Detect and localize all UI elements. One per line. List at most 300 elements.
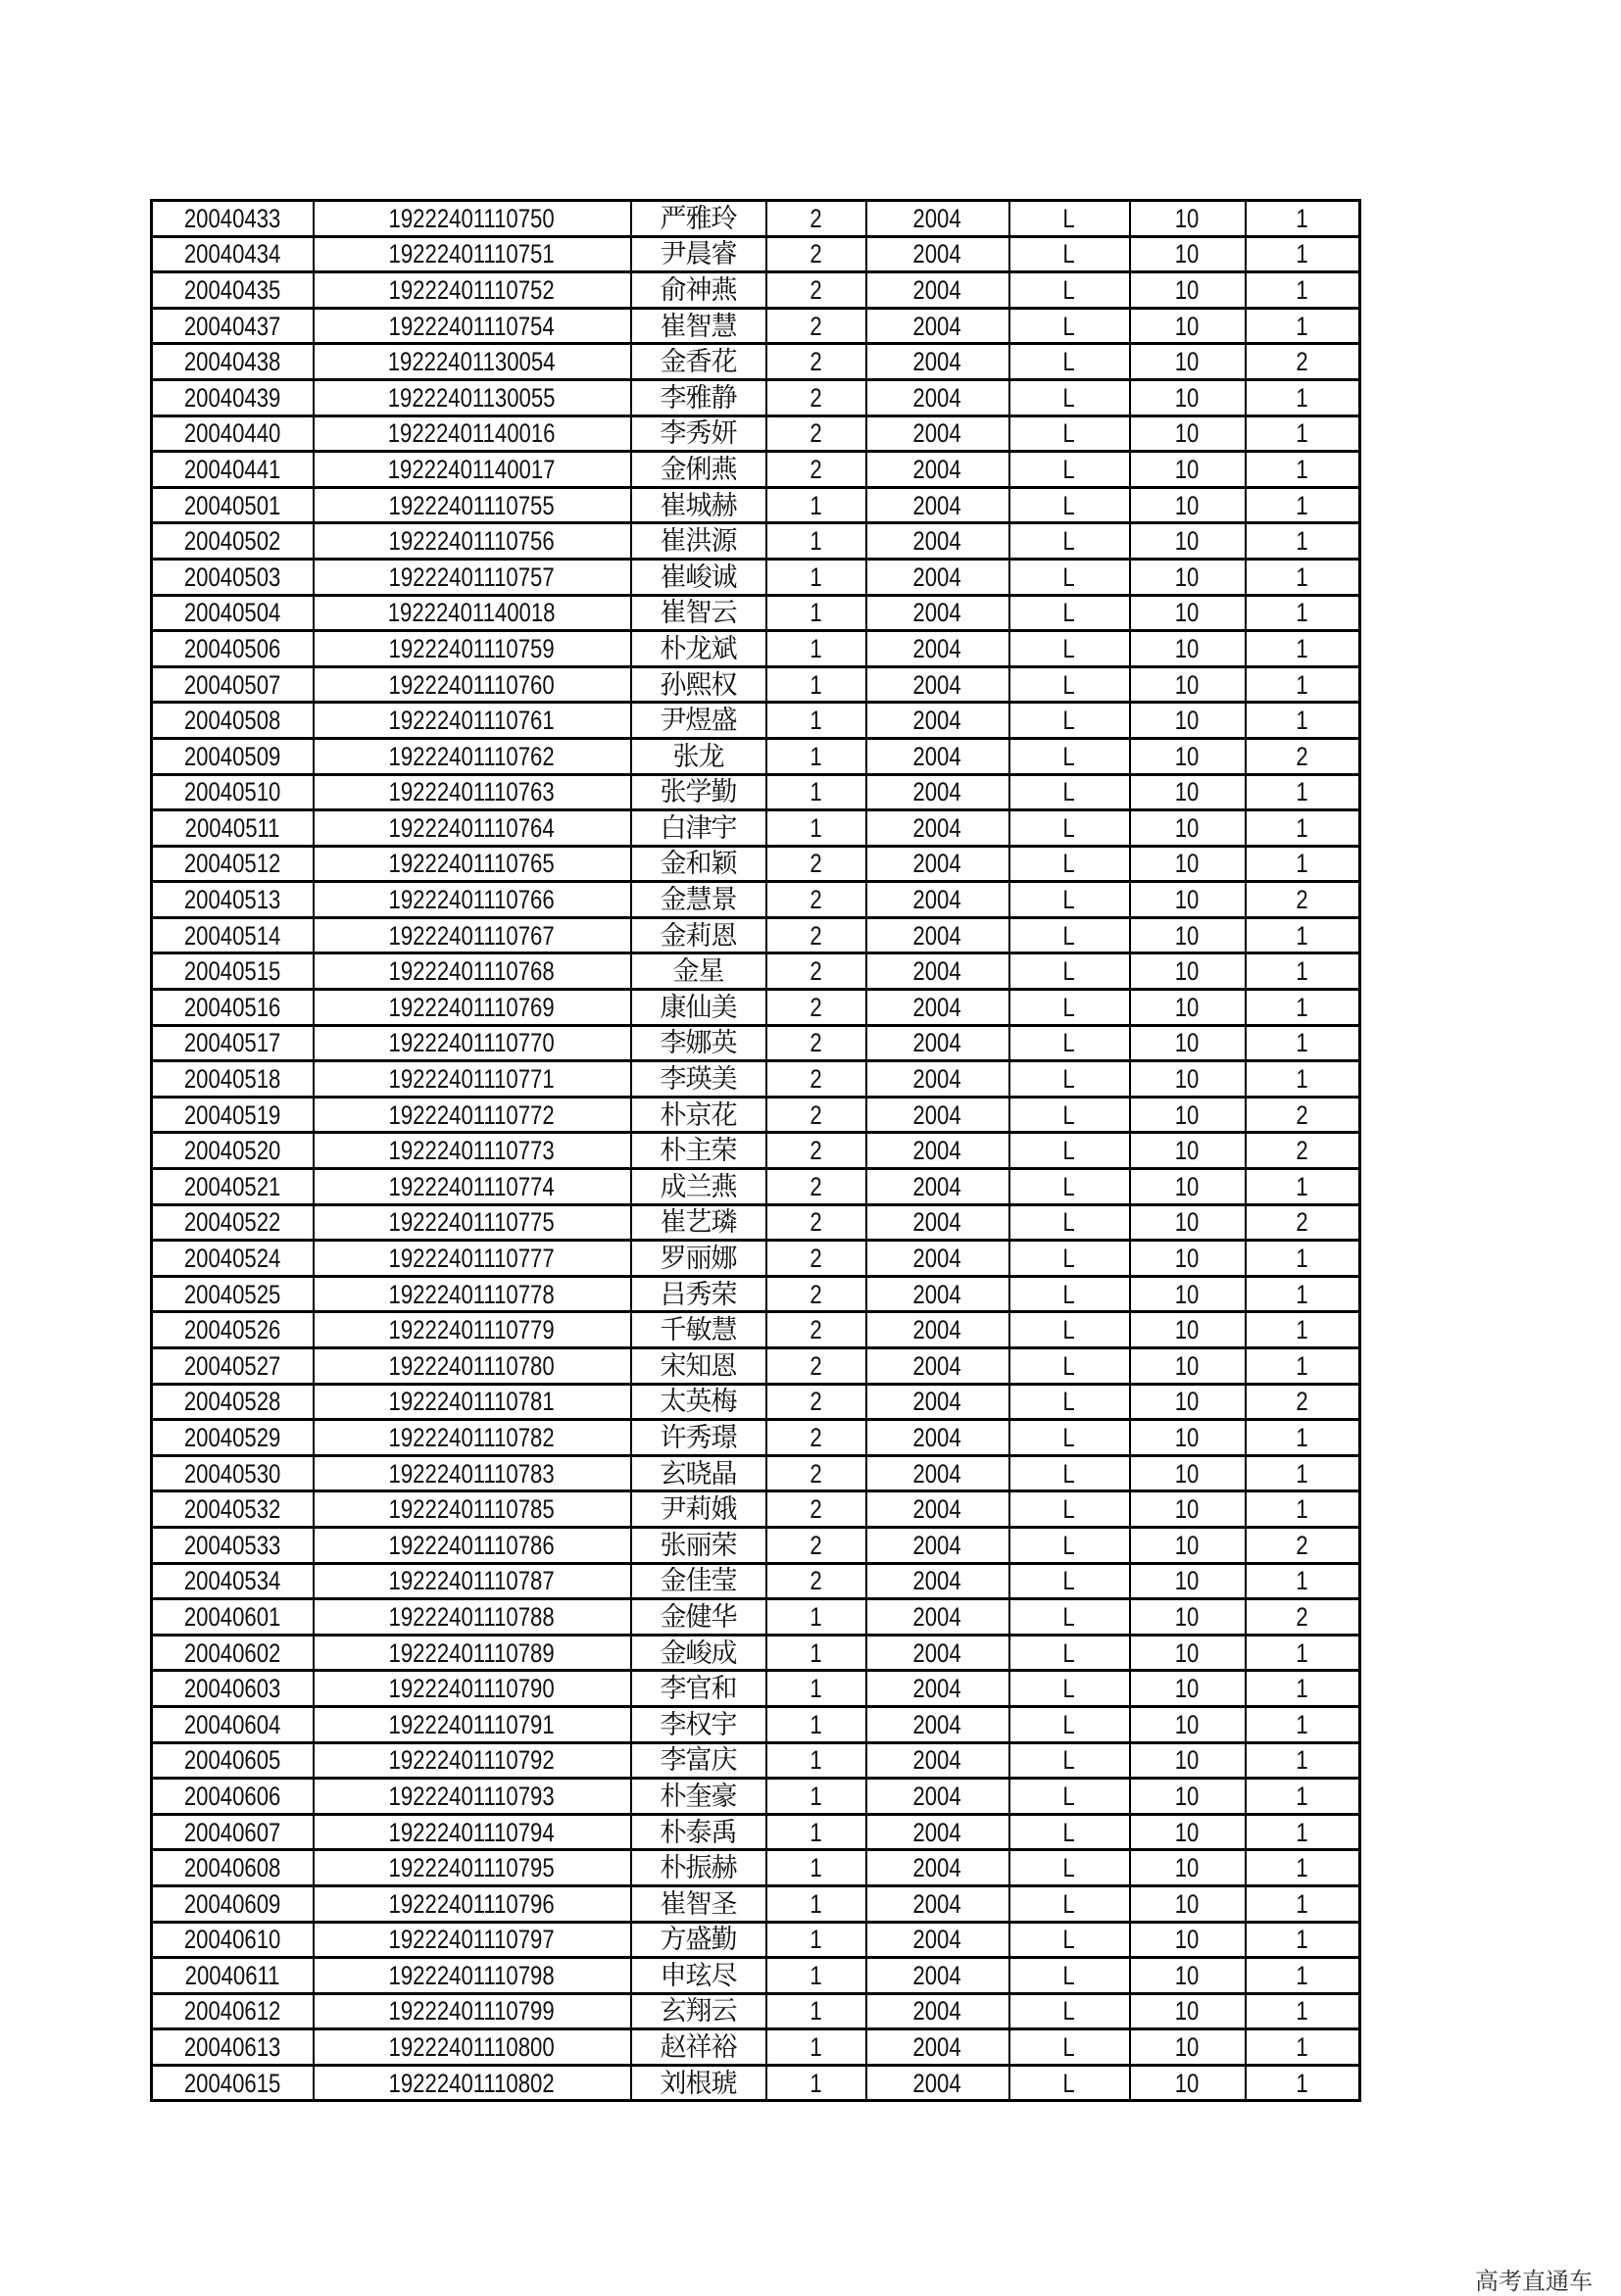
table-row — [152, 666, 1360, 703]
gender-code-cell — [766, 1241, 866, 1277]
flag-text: 1 — [1296, 1028, 1308, 1058]
year-text: 2004 — [912, 812, 962, 843]
exam-id-cell — [152, 236, 314, 272]
exam-id-cell — [152, 1671, 314, 1707]
exam-id-text: 20040607 — [183, 1817, 281, 1847]
candidate-number-cell — [314, 774, 631, 810]
table-row — [152, 882, 1360, 918]
year-text: 2004 — [912, 1960, 962, 1990]
year-text: 2004 — [912, 526, 962, 557]
grade-value-cell — [1130, 1133, 1246, 1169]
exam-id-cell — [152, 1348, 314, 1385]
gender-code-cell — [766, 1420, 866, 1456]
student-name-text: 李瑛美 — [660, 1064, 737, 1095]
student-name-text: 尹煜盛 — [660, 706, 737, 736]
gender-code-text: 2 — [810, 1530, 822, 1560]
table-row — [152, 2029, 1360, 2066]
gender-code-text: 1 — [810, 1674, 822, 1704]
exam-id-cell — [152, 703, 314, 739]
gender-code-cell — [766, 1169, 866, 1205]
candidate-number-cell — [314, 1635, 631, 1671]
year-cell — [866, 846, 1009, 882]
table-row — [152, 1922, 1360, 1958]
candidate-number-text: 19222401110781 — [388, 1387, 556, 1417]
flag-text: 2 — [1296, 1207, 1308, 1238]
table-row — [152, 917, 1360, 953]
grade-value-cell — [1130, 1850, 1246, 1886]
gender-code-text: 2 — [810, 956, 822, 987]
year-cell — [866, 1348, 1009, 1385]
exam-id-text: 20040520 — [183, 1136, 281, 1166]
year-cell — [866, 703, 1009, 739]
category-cell — [1009, 1276, 1130, 1312]
gender-code-cell — [766, 1384, 866, 1420]
exam-id-cell — [152, 1563, 314, 1599]
candidate-number-text: 19222401140016 — [388, 418, 556, 449]
flag-cell — [1246, 1599, 1360, 1636]
candidate-number-cell — [314, 1455, 631, 1491]
grade-value-text: 10 — [1175, 490, 1200, 520]
student-name-text: 孙熙权 — [660, 669, 737, 700]
exam-id-text: 20040438 — [183, 347, 281, 377]
exam-id-cell — [152, 1814, 314, 1850]
year-text: 2004 — [912, 1566, 962, 1596]
flag-cell — [1246, 415, 1360, 452]
student-name-text: 金佳莹 — [660, 1566, 737, 1596]
candidate-number-text: 19222401140018 — [388, 598, 556, 628]
flag-cell — [1246, 452, 1360, 488]
table-row — [152, 1779, 1360, 1815]
flag-text: 1 — [1296, 1996, 1308, 2027]
student-name-cell — [631, 2029, 766, 2066]
table-row — [152, 953, 1360, 990]
exam-id-cell — [152, 990, 314, 1026]
flag-text: 1 — [1296, 1458, 1308, 1489]
candidate-number-cell — [314, 631, 631, 667]
grade-value-cell — [1130, 1061, 1246, 1098]
flag-cell — [1246, 379, 1360, 415]
candidate-number-cell — [314, 1599, 631, 1636]
year-cell — [866, 595, 1009, 631]
exam-id-text: 20040508 — [183, 706, 281, 736]
grade-value-text: 10 — [1175, 1530, 1200, 1560]
year-text: 2004 — [912, 1494, 962, 1525]
student-name-text: 金俐燕 — [660, 454, 737, 484]
student-name-text: 朴泰禹 — [660, 1817, 737, 1847]
exam-id-text: 20040502 — [183, 526, 281, 557]
category-text: L — [1062, 956, 1076, 987]
grade-value-text: 10 — [1175, 1781, 1200, 1811]
table-row — [152, 415, 1360, 452]
table-row — [152, 1133, 1360, 1169]
candidate-number-cell — [314, 523, 631, 560]
table-row — [152, 2065, 1360, 2101]
category-text: L — [1062, 1996, 1076, 2027]
category-cell — [1009, 272, 1130, 309]
year-text: 2004 — [912, 311, 962, 341]
table-row — [152, 595, 1360, 631]
candidate-number-text: 19222401110791 — [388, 1709, 556, 1739]
category-cell — [1009, 1885, 1130, 1922]
category-text: L — [1062, 1315, 1076, 1345]
year-text: 2004 — [912, 1171, 962, 1201]
gender-code-text: 1 — [810, 1817, 822, 1847]
student-name-text: 千敏慧 — [660, 1315, 737, 1345]
candidate-number-text: 19222401110756 — [388, 526, 556, 557]
gender-code-cell — [766, 1671, 866, 1707]
candidate-number-cell — [314, 738, 631, 774]
category-text: L — [1062, 490, 1076, 520]
grade-value-cell — [1130, 1527, 1246, 1563]
student-name-text: 俞神燕 — [660, 274, 737, 305]
category-cell — [1009, 1779, 1130, 1815]
exam-id-cell — [152, 1706, 314, 1742]
grade-value-text: 10 — [1175, 382, 1200, 413]
year-text: 2004 — [912, 203, 962, 233]
table-row — [152, 1491, 1360, 1528]
student-name-text: 吕秀荣 — [660, 1279, 737, 1309]
year-text: 2004 — [912, 1601, 962, 1632]
flag-text: 1 — [1296, 1064, 1308, 1095]
grade-value-cell — [1130, 452, 1246, 488]
candidate-number-cell — [314, 272, 631, 309]
gender-code-text: 2 — [810, 1315, 822, 1345]
student-name-text: 刘根琥 — [660, 2068, 737, 2098]
student-name-cell — [631, 1491, 766, 1528]
gender-code-cell — [766, 703, 866, 739]
student-name-cell — [631, 1061, 766, 1098]
flag-cell — [1246, 953, 1360, 990]
table-row — [152, 201, 1360, 237]
flag-text: 1 — [1296, 562, 1308, 592]
table-row — [152, 1635, 1360, 1671]
gender-code-cell — [766, 201, 866, 237]
exam-id-cell — [152, 1885, 314, 1922]
exam-id-text: 20040532 — [183, 1494, 281, 1525]
gender-code-text: 1 — [810, 706, 822, 736]
flag-cell — [1246, 1241, 1360, 1277]
year-text: 2004 — [912, 1817, 962, 1847]
year-cell — [866, 1922, 1009, 1958]
category-text: L — [1062, 1387, 1076, 1417]
grade-value-cell — [1130, 1885, 1246, 1922]
grade-value-text: 10 — [1175, 920, 1200, 951]
student-name-text: 朴奎豪 — [660, 1781, 737, 1811]
table-row — [152, 272, 1360, 309]
student-name-cell — [631, 1312, 766, 1348]
table-row — [152, 1958, 1360, 1994]
flag-text: 1 — [1296, 1566, 1308, 1596]
gender-code-text: 2 — [810, 1422, 822, 1452]
flag-cell — [1246, 1706, 1360, 1742]
flag-cell — [1246, 559, 1360, 595]
student-name-text: 成兰燕 — [660, 1171, 737, 1201]
category-cell — [1009, 1527, 1130, 1563]
grade-value-cell — [1130, 559, 1246, 595]
student-name-cell — [631, 882, 766, 918]
flag-cell — [1246, 1169, 1360, 1205]
exam-id-text: 20040507 — [183, 669, 281, 700]
flag-cell — [1246, 1276, 1360, 1312]
flag-cell — [1246, 1527, 1360, 1563]
flag-text: 1 — [1296, 1709, 1308, 1739]
candidate-number-text: 19222401110766 — [388, 885, 556, 915]
category-cell — [1009, 236, 1130, 272]
flag-cell — [1246, 631, 1360, 667]
student-name-text: 朴振赫 — [660, 1853, 737, 1883]
student-name-cell — [631, 1169, 766, 1205]
candidate-number-cell — [314, 1706, 631, 1742]
flag-text: 1 — [1296, 1781, 1308, 1811]
year-cell — [866, 2065, 1009, 2101]
candidate-number-text: 19222401110763 — [388, 777, 556, 807]
category-text: L — [1062, 274, 1076, 305]
student-name-text: 许秀璟 — [660, 1422, 737, 1452]
category-text: L — [1062, 1171, 1076, 1201]
category-text: L — [1062, 1530, 1076, 1560]
category-text: L — [1062, 1960, 1076, 1990]
flag-text: 1 — [1296, 1637, 1308, 1668]
grade-value-text: 10 — [1175, 562, 1200, 592]
year-cell — [866, 523, 1009, 560]
candidate-number-cell — [314, 2065, 631, 2101]
year-cell — [866, 201, 1009, 237]
year-cell — [866, 1133, 1009, 1169]
exam-id-cell — [152, 1635, 314, 1671]
student-name-cell — [631, 1241, 766, 1277]
flag-cell — [1246, 308, 1360, 344]
gender-code-cell — [766, 1850, 866, 1886]
table-row — [152, 1455, 1360, 1491]
student-name-cell — [631, 1599, 766, 1636]
student-name-text: 金香花 — [660, 347, 737, 377]
table-row — [152, 1850, 1360, 1886]
flag-text: 1 — [1296, 812, 1308, 843]
flag-cell — [1246, 1204, 1360, 1241]
year-cell — [866, 452, 1009, 488]
table-row — [152, 1169, 1360, 1205]
student-name-text: 崔城赫 — [660, 490, 737, 520]
year-cell — [866, 1706, 1009, 1742]
grade-value-text: 10 — [1175, 1458, 1200, 1489]
exam-id-cell — [152, 1061, 314, 1098]
gender-code-text: 2 — [810, 1387, 822, 1417]
candidate-number-text: 19222401110793 — [388, 1781, 556, 1811]
gender-code-text: 1 — [810, 2032, 822, 2063]
exam-id-text: 20040517 — [183, 1028, 281, 1058]
exam-id-text: 20040518 — [183, 1064, 281, 1095]
category-cell — [1009, 1061, 1130, 1098]
candidate-number-text: 19222401110768 — [388, 956, 556, 987]
flag-cell — [1246, 1061, 1360, 1098]
category-cell — [1009, 1563, 1130, 1599]
gender-code-cell — [766, 559, 866, 595]
exam-id-text: 20040434 — [183, 239, 281, 269]
grade-value-cell — [1130, 1384, 1246, 1420]
grade-value-text: 10 — [1175, 1601, 1200, 1632]
exam-id-cell — [152, 1312, 314, 1348]
flag-text: 1 — [1296, 1279, 1308, 1309]
grade-value-text: 10 — [1175, 1171, 1200, 1201]
exam-id-cell — [152, 379, 314, 415]
table-row — [152, 559, 1360, 595]
year-cell — [866, 1312, 1009, 1348]
watermark-text: 高考直通车 — [1475, 2269, 1593, 2295]
exam-id-cell — [152, 272, 314, 309]
grade-value-cell — [1130, 1097, 1246, 1133]
category-cell — [1009, 1671, 1130, 1707]
gender-code-cell — [766, 487, 866, 523]
student-name-cell — [631, 2065, 766, 2101]
student-name-cell — [631, 1276, 766, 1312]
candidate-number-text: 19222401110769 — [388, 992, 556, 1022]
grade-value-cell — [1130, 595, 1246, 631]
category-text: L — [1062, 1244, 1076, 1274]
grade-value-cell — [1130, 1563, 1246, 1599]
exam-id-text: 20040612 — [183, 1996, 281, 2027]
exam-id-text: 20040606 — [183, 1781, 281, 1811]
gender-code-cell — [766, 308, 866, 344]
gender-code-cell — [766, 523, 866, 560]
student-name-text: 李官和 — [660, 1674, 737, 1704]
category-text: L — [1062, 2068, 1076, 2098]
table-row — [152, 810, 1360, 847]
exam-id-text: 20040605 — [183, 1745, 281, 1776]
student-name-text: 崔峻诚 — [660, 562, 737, 592]
year-cell — [866, 738, 1009, 774]
exam-id-text: 20040610 — [183, 1925, 281, 1955]
year-text: 2004 — [912, 992, 962, 1022]
flag-text: 1 — [1296, 1244, 1308, 1274]
exam-id-cell — [152, 1527, 314, 1563]
flag-text: 2 — [1296, 1601, 1308, 1632]
grade-value-text: 10 — [1175, 418, 1200, 449]
candidate-number-text: 19222401110794 — [388, 1817, 556, 1847]
year-text: 2004 — [912, 1674, 962, 1704]
category-text: L — [1062, 1494, 1076, 1525]
grade-value-text: 10 — [1175, 1960, 1200, 1990]
gender-code-text: 1 — [810, 1888, 822, 1919]
student-name-cell — [631, 1455, 766, 1491]
exam-id-text: 20040609 — [183, 1888, 281, 1919]
category-cell — [1009, 738, 1130, 774]
student-name-cell — [631, 1204, 766, 1241]
gender-code-cell — [766, 1599, 866, 1636]
gender-code-cell — [766, 1348, 866, 1385]
category-cell — [1009, 1097, 1130, 1133]
candidate-number-cell — [314, 308, 631, 344]
gender-code-cell — [766, 1706, 866, 1742]
year-text: 2004 — [912, 490, 962, 520]
student-name-cell — [631, 846, 766, 882]
candidate-number-text: 19222401110762 — [388, 741, 556, 771]
flag-text: 1 — [1296, 669, 1308, 700]
student-name-cell — [631, 1527, 766, 1563]
year-cell — [866, 1599, 1009, 1636]
flag-cell — [1246, 1814, 1360, 1850]
category-cell — [1009, 523, 1130, 560]
candidate-number-cell — [314, 236, 631, 272]
year-text: 2004 — [912, 418, 962, 449]
table-row — [152, 738, 1360, 774]
student-name-cell — [631, 917, 766, 953]
candidate-number-cell — [314, 201, 631, 237]
gender-code-text: 2 — [810, 1207, 822, 1238]
flag-cell — [1246, 917, 1360, 953]
table-row — [152, 1241, 1360, 1277]
year-text: 2004 — [912, 1315, 962, 1345]
candidate-number-cell — [314, 846, 631, 882]
table-row — [152, 1671, 1360, 1707]
table-row — [152, 1097, 1360, 1133]
exam-id-text: 20040512 — [183, 849, 281, 879]
gender-code-cell — [766, 415, 866, 452]
year-text: 2004 — [912, 1637, 962, 1668]
category-cell — [1009, 1312, 1130, 1348]
flag-text: 1 — [1296, 1960, 1308, 1990]
exam-id-text: 20040439 — [183, 382, 281, 413]
student-name-cell — [631, 1958, 766, 1994]
category-cell — [1009, 1420, 1130, 1456]
student-name-cell — [631, 1025, 766, 1061]
student-name-cell — [631, 1420, 766, 1456]
candidate-number-text: 19222401130055 — [388, 382, 556, 413]
grade-value-cell — [1130, 272, 1246, 309]
grade-value-text: 10 — [1175, 1566, 1200, 1596]
candidate-number-cell — [314, 1779, 631, 1815]
candidate-number-cell — [314, 1491, 631, 1528]
category-text: L — [1062, 1601, 1076, 1632]
gender-code-text: 2 — [810, 203, 822, 233]
gender-code-text: 1 — [810, 1960, 822, 1990]
flag-cell — [1246, 703, 1360, 739]
year-cell — [866, 1241, 1009, 1277]
gender-code-text: 2 — [810, 382, 822, 413]
flag-cell — [1246, 810, 1360, 847]
flag-cell — [1246, 882, 1360, 918]
exam-id-text: 20040440 — [183, 418, 281, 449]
gender-code-cell — [766, 2029, 866, 2066]
year-text: 2004 — [912, 1028, 962, 1058]
student-name-text: 尹莉娥 — [660, 1494, 737, 1525]
candidate-number-text: 19222401110770 — [388, 1028, 556, 1058]
year-text: 2004 — [912, 562, 962, 592]
exam-id-text: 20040433 — [183, 203, 281, 233]
grade-value-cell — [1130, 1599, 1246, 1636]
student-name-cell — [631, 379, 766, 415]
gender-code-text: 1 — [810, 777, 822, 807]
category-cell — [1009, 1455, 1130, 1491]
year-cell — [866, 631, 1009, 667]
exam-id-cell — [152, 2065, 314, 2101]
student-name-text: 崔智慧 — [660, 311, 737, 341]
candidate-number-cell — [314, 1814, 631, 1850]
student-name-text: 朴京花 — [660, 1099, 737, 1130]
exam-id-cell — [152, 1420, 314, 1456]
category-text: L — [1062, 1674, 1076, 1704]
grade-value-cell — [1130, 201, 1246, 237]
exam-id-text: 20040603 — [183, 1674, 281, 1704]
table-row — [152, 1599, 1360, 1636]
exam-id-cell — [152, 1097, 314, 1133]
grade-value-text: 10 — [1175, 706, 1200, 736]
gender-code-text: 2 — [810, 849, 822, 879]
student-name-text: 严雅玲 — [660, 203, 737, 233]
flag-cell — [1246, 1671, 1360, 1707]
year-text: 2004 — [912, 1279, 962, 1309]
exam-id-cell — [152, 415, 314, 452]
candidate-number-cell — [314, 2029, 631, 2066]
